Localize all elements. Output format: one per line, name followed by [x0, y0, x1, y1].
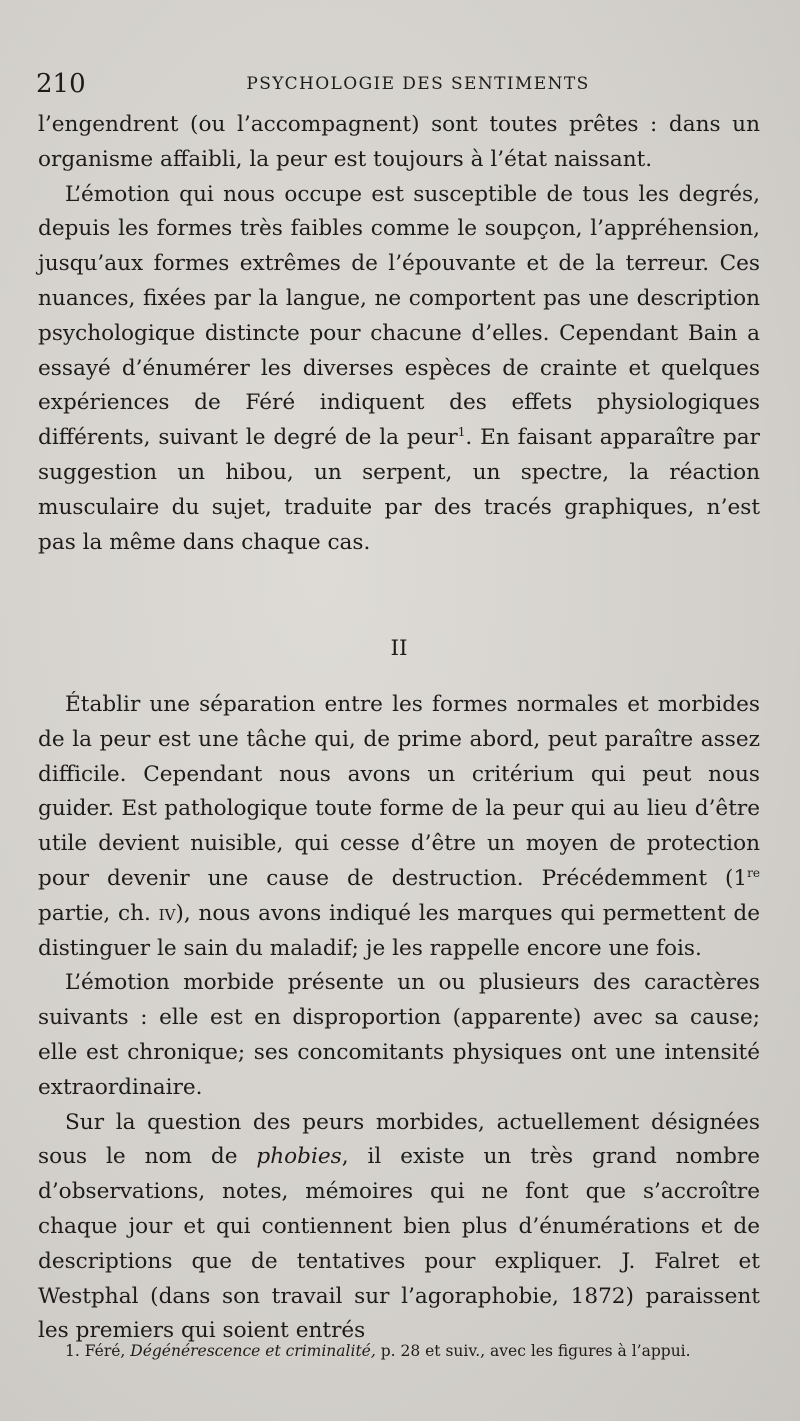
page-number: 210: [36, 69, 86, 99]
text-block-before-section: [38, 108, 760, 560]
chapter-numeral: iv: [158, 900, 176, 926]
footnote-work-title: Dégénérescence et criminalité,: [130, 1342, 376, 1360]
paragraph-text: Sur la question des peurs morbides, actuellement désignées sous le nom de: [38, 1109, 760, 1170]
paragraph-text: ), nous avons indiqué les marques qui permettent de distinguer le sain du maladif; je les rappelle encore une fois.: [38, 900, 760, 961]
paragraph-continued: l’engendrent (ou l’accompagnent) sont toutes prêtes : dans un organisme affaibli, la peur est toujours à l’état naissant.: [38, 112, 760, 172]
footnote-number: 1.: [65, 1342, 80, 1360]
paragraph-text: . En faisant apparaître par suggestion un hibou, un serpent, un spectre, la réaction musculaire du sujet, traduite par des tracés graphiques, n’est pas la même dans chaque cas.: [38, 425, 760, 555]
running-title: PSYCHOLOGIE DES SENTIMENTS: [246, 74, 590, 94]
paragraph-text: , il existe un très grand nombre d’observations, notes, mémoires qui ne font que s’accroître chaque jour et qui contiennent bien plus d’énumérations et de descriptions que de tentatives pour expliquer. J. Falret et Westphal (dans son travail sur l’agoraphobie, 1872) paraissent les premiers qui soient entrés: [38, 1144, 760, 1344]
page-header: [36, 66, 760, 102]
paragraph-phobias: [38, 1106, 760, 1350]
paragraph-text: partie, ch.: [38, 900, 159, 926]
text-block-section-ii: [38, 688, 760, 1349]
paragraph-emotion-degrees: [38, 178, 760, 561]
paragraph-text: L’émotion qui nous occupe est susceptible de tous les degrés, depuis les formes très faibles comme le soupçon, l’appréhension, jusqu’aux formes extrêmes de l’épouvante et de la terreur. Ces nuances, fixées par la langue, ne comportent pas une description psychologique distincte pour chacune d’elles. Cependant Bain a essayé d’énumérer les diverses espèces de crainte et quelques expériences de Féré indiquent des effets physiologiques différents, suivant le degré de la peur: [38, 181, 760, 451]
footnote-text: p. 28 et suiv., avec les figures à l’appui.: [375, 1342, 691, 1360]
italic-term: phobies: [256, 1144, 342, 1170]
section-heading: II: [390, 636, 408, 661]
paragraph-text: Établir une séparation entre les formes normales et morbides de la peur est une tâche qui, de prime abord, peut paraître assez difficile. Cependant nous avons un critérium qui peut nous guider. Est pathologique toute forme de la peur qui au lieu d’être utile devient nuisible, qui cesse d’être un moyen de protection pour devenir une cause de destruction. Précédemment (1: [38, 692, 760, 891]
footnote: [38, 1339, 760, 1363]
footnote-author: Féré,: [84, 1342, 126, 1360]
superscript-re: re: [747, 865, 760, 880]
footnote-reference: 1: [457, 424, 466, 439]
paragraph-separation: [38, 688, 760, 966]
paragraph-morbid-emotion: L’émotion morbide présente un ou plusieurs des caractères suivants : elle est en disproportion (apparente) avec sa cause; elle est chronique; ses concomitants physiques ont une intensité extraordinaire.: [38, 970, 760, 1100]
